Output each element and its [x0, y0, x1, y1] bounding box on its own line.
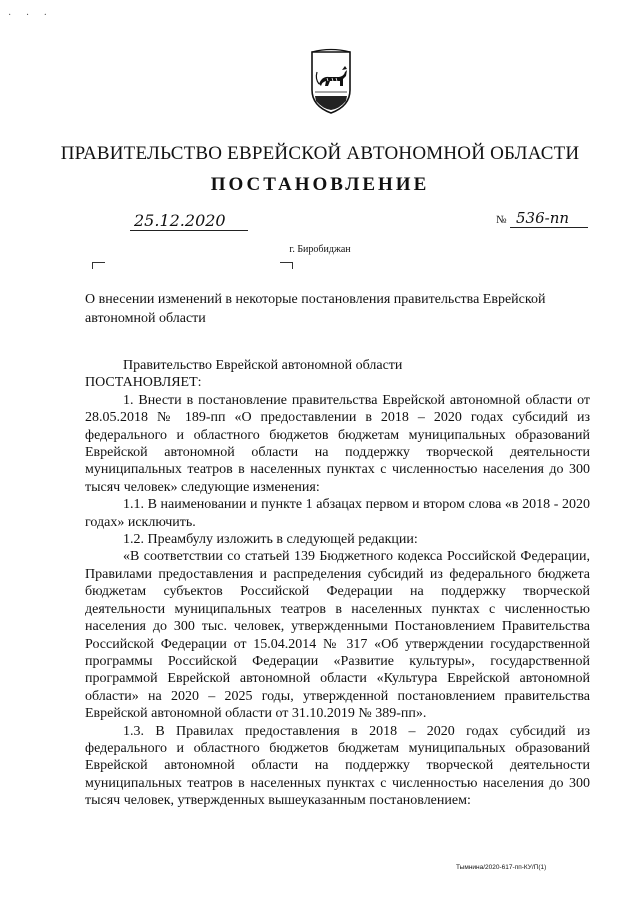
decree-body [85, 357, 590, 810]
document-code: Тымнина/2020-617-пп-КУ/П(1) [456, 864, 547, 871]
subject-bracket-right [280, 262, 293, 269]
paragraph-1-1: 1.1. В наименовании и пункте 1 абзацах первом и втором слова «в 2018 - 2020 годах» исключить. [85, 497, 590, 530]
paragraph-1-3: 1.3. В Правилах предоставления в 2018 – 2020 годах субсидий из федерального и областного бюджетов бюджетам муниципальных образований Еврейской автономной области на поддержку творческой деятельности муниципальных театров в населенных пунктах с численностью населения до 300 тысяч человек, утвержденных вышеуказанным постановлением: [85, 723, 590, 809]
paragraph-1-2: 1.2. Преамбулу изложить в следующей редакции: [123, 532, 418, 548]
decree-number-block [496, 209, 570, 227]
decree-number: 536-пп [510, 210, 588, 228]
government-title: ПРАВИТЕЛЬСТВО ЕВРЕЙСКОЙ АВТОНОМНОЙ ОБЛАСТИ [60, 143, 580, 164]
paragraph-1: 1. Внести в постановление правительства Еврейской автономной области от 28.05.2018 № 189-пп «О предоставлении в 2018 – 2020 годах субсидий из федерального и областного бюджетов бюджетам муниципальных образований Еврейской автономной области на поддержку творческой деятельности муниципальных театров в населенных пунктах с численностью населения до 300 тысяч человек» следующие изменения: [85, 392, 590, 495]
resolves-line: ПОСТАНОВЛЯЕТ: [85, 375, 202, 391]
paragraph-preamble: «В соответствии со статьей 139 Бюджетного кодекса Российской Федерации, Правилами предоставления и распределения субсидий из федерального бюджета бюджетам субъектов Российской Федерации на поддержку творческой деятельности муниципальных театров в населенных пунктах с численностью населения до 300 тыс. человек, утвержденными Постановлением Правительства Российской Федерации от 15.04.2014 № 317 «Об утверждении государственной программы Российской Федерации «Развитие культуры», государственной программой Еврейской автономной области «Культура Еврейской автономной области» на 2020 – 2025 годы, утвержденной постановлением правительства Еврейской автономной области от 31.10.2019 № 389-пп». [85, 549, 590, 722]
decree-subject: О внесении изменений в некоторые постановления правительства Еврейской автономной области [85, 292, 546, 326]
city-line: г. Биробиджан [289, 244, 351, 255]
decree-title: ПОСТАНОВЛЕНИЕ [210, 174, 430, 195]
number-sign: № [496, 214, 507, 226]
subject-bracket-left [92, 262, 105, 269]
coat-of-arms-icon [309, 46, 353, 116]
decree-date: 25.12.2020 [130, 212, 248, 231]
scan-marks: · · · [8, 10, 53, 21]
intro-line: Правительство Еврейской автономной области [123, 358, 403, 373]
